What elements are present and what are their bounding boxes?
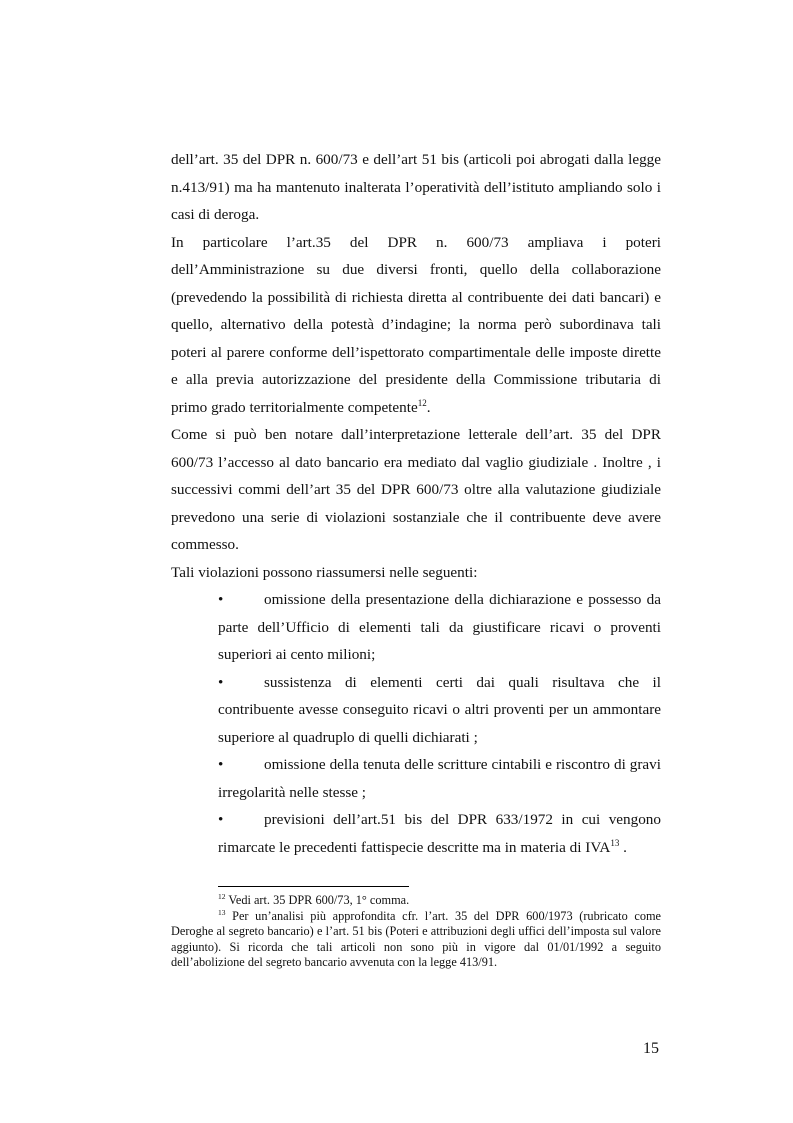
footnote-separator — [218, 886, 409, 887]
list-item-text: sussistenza di elementi certi dai quali risultava che il contribuente avesse conseguito ricavi o altri proventi per un ammontare superiore al quadruplo di quelli dichiarati ; — [218, 673, 661, 746]
paragraph-3: Come si può ben notare dall’interpretazione letterale dell’art. 35 del DPR 600/73 l’accesso al dato bancario era mediato dal vaglio giudiziale . Inoltre , i successivi commi dell’art 35 del DPR 600/73 oltre alla valutazione giudiziale prevedono una serie di violazioni sostanziale che il contribuente deve avere commesso. — [171, 426, 661, 553]
page-number: 15 — [643, 1040, 659, 1057]
footnote-13 — [171, 909, 661, 971]
paragraph-4: Tali violazioni possono riassumersi nelle seguenti: — [171, 563, 478, 581]
violations-list — [171, 586, 661, 861]
paragraph-2 — [171, 229, 661, 422]
list-item-text: omissione della presentazione della dichiarazione e possesso da parte dell’Ufficio di elementi tali da giustificare ricavi o proventi superiori ai cento milioni; — [218, 591, 661, 663]
bullet-icon: • — [218, 811, 224, 828]
list-item-text: omissione della tenuta delle scritture cintabili e riscontro di gravi irregolarità nelle stesse ; — [218, 756, 661, 801]
paragraph-1: dell’art. 35 del DPR n. 600/73 e dell’art 51 bis (articoli poi abrogati dalla legge n.413/91) ma ha mantenuto inalterata l’operatività dell’istituto ampliando solo i casi di deroga. — [171, 151, 661, 223]
footnote-text: Per un’analisi più approfondita cfr. l’art. 35 del DPR 600/1973 (rubricato come Deroghe al segreto bancario) e l’art. 51 bis (Poteri e attribuzioni degli uffici dell’imposta sul valore aggiunto). Si ricorda che tali articoli non sono più in vigore dal 01/01/1992 a seguito dell’abolizione del segreto bancario avvenuta con la legge 413/91. — [171, 908, 661, 969]
footnote-ref-13[interactable]: 13 — [610, 837, 620, 848]
bullet-icon: • — [218, 673, 224, 691]
footnotes — [171, 893, 661, 971]
paragraph-2-end: . — [426, 398, 431, 416]
footnote-number: 13 — [218, 907, 226, 917]
list-item — [218, 751, 661, 806]
paragraph-2-text: In particolare l’art.35 del DPR n. 600/73 ampliava i poteri dell’Amministrazione su due diversi fronti, quello della collaborazione (prevedendo la possibilità di richiesta diretta al contribuente dei dati bancari) e quello, alternativo della potestà d’indagine; la norma però subordinava tali poteri al parere conforme dell’ispettorato compartimentale delle imposte dirette e alla previa autorizzazione del presidente della Commissione tributaria di primo grado territorialmente competente — [171, 233, 661, 416]
list-item — [218, 586, 661, 669]
list-item-text: previsioni dell’art.51 bis del DPR 633/1972 in cui vengono rimarcate le precedenti fattispecie descritte ma in materia di IVA — [218, 811, 661, 856]
body-text — [171, 146, 661, 861]
bullet-icon: • — [218, 591, 224, 608]
footnote-12 — [171, 893, 661, 909]
list-item — [218, 669, 661, 752]
list-item-end: . — [619, 838, 627, 856]
footnote-text: Vedi art. 35 DPR 600/73, 1° comma. — [225, 893, 410, 907]
footnote-ref-12[interactable]: 12 — [417, 397, 427, 408]
footnote-number: 12 — [218, 891, 226, 901]
bullet-icon: • — [218, 756, 224, 773]
list-item — [218, 806, 661, 861]
